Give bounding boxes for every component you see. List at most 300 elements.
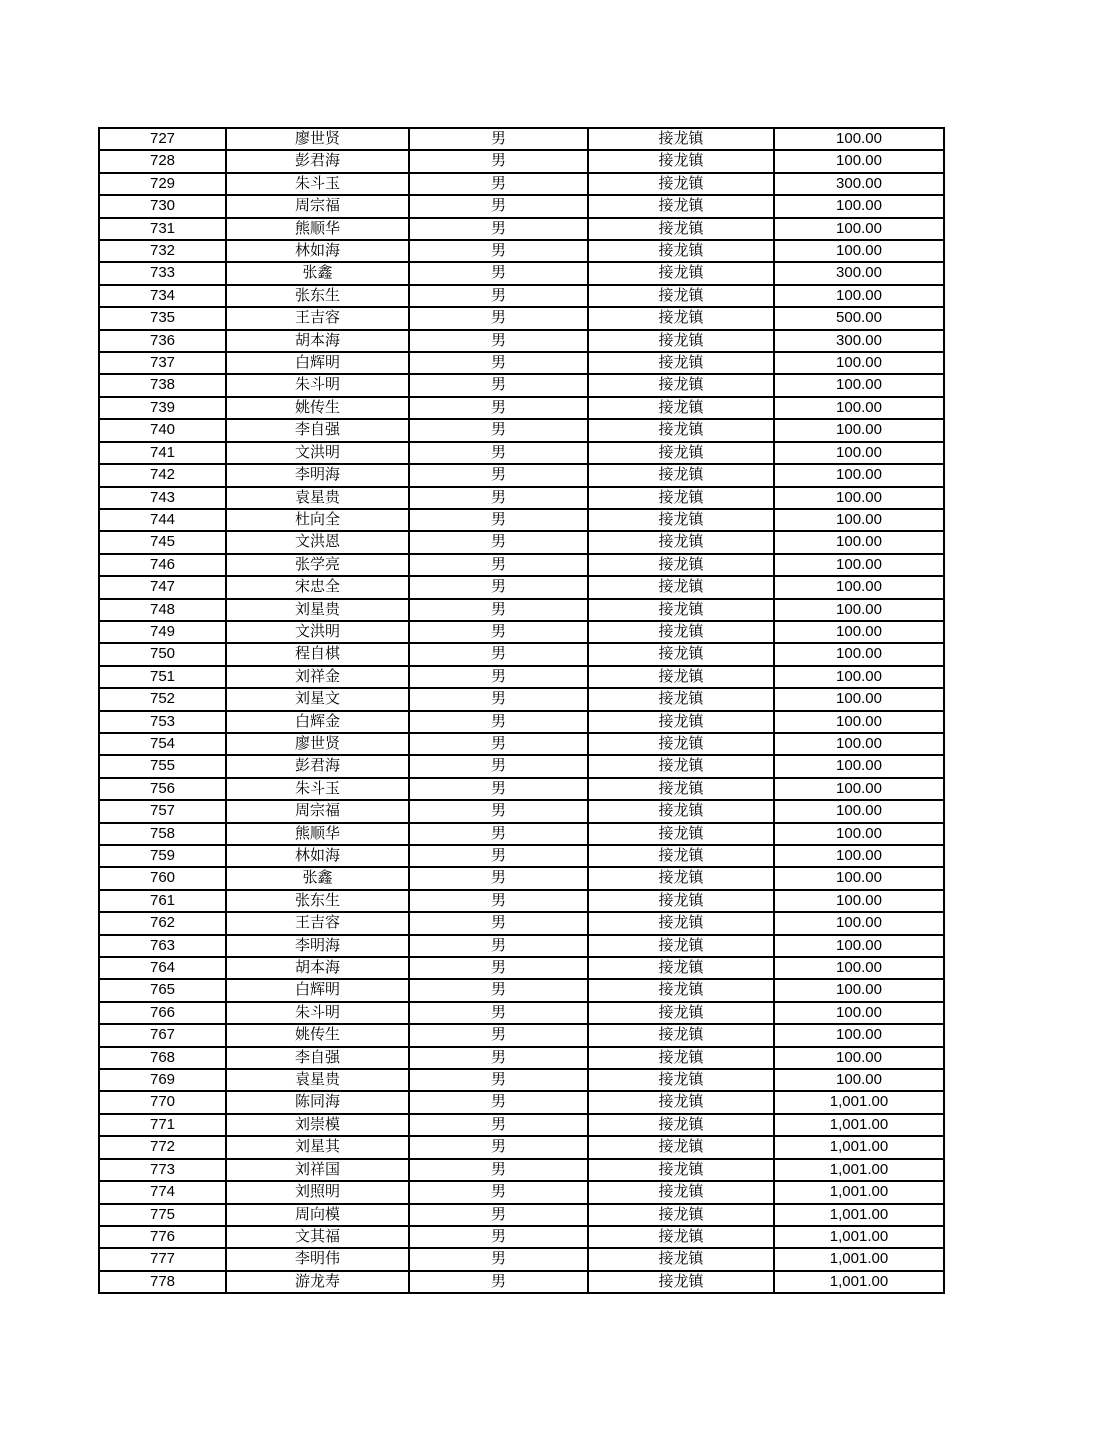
table-row [99,733,944,755]
cell-person-name: 杜向全 [226,509,409,531]
table-row [99,464,944,486]
cell-gender: 男 [409,800,588,822]
table-row [99,935,944,957]
table-row [99,1024,944,1046]
cell-serial-number: 743 [99,487,226,509]
cell-amount: 1,001.00 [774,1159,944,1181]
cell-gender: 男 [409,1091,588,1113]
cell-gender: 男 [409,890,588,912]
cell-amount: 100.00 [774,352,944,374]
cell-amount: 100.00 [774,666,944,688]
cell-gender: 男 [409,240,588,262]
cell-serial-number: 727 [99,128,226,150]
cell-amount: 100.00 [774,464,944,486]
table-row [99,621,944,643]
cell-gender: 男 [409,128,588,150]
cell-gender: 男 [409,711,588,733]
cell-serial-number: 736 [99,330,226,352]
cell-gender: 男 [409,554,588,576]
table-row [99,778,944,800]
cell-town: 接龙镇 [588,935,774,957]
cell-person-name: 胡本海 [226,957,409,979]
cell-amount: 100.00 [774,711,944,733]
cell-person-name: 白辉明 [226,352,409,374]
cell-serial-number: 775 [99,1204,226,1226]
cell-serial-number: 732 [99,240,226,262]
cell-person-name: 李明海 [226,935,409,957]
cell-serial-number: 750 [99,643,226,665]
cell-serial-number: 730 [99,195,226,217]
cell-person-name: 刘星文 [226,688,409,710]
cell-serial-number: 762 [99,912,226,934]
cell-amount: 100.00 [774,509,944,531]
table-row [99,599,944,621]
cell-serial-number: 729 [99,173,226,195]
table-row [99,576,944,598]
table-row [99,1159,944,1181]
table-row [99,867,944,889]
table-row [99,912,944,934]
cell-gender: 男 [409,867,588,889]
roster-table-body [99,128,944,1293]
cell-amount: 100.00 [774,419,944,441]
cell-person-name: 胡本海 [226,330,409,352]
cell-town: 接龙镇 [588,442,774,464]
table-row [99,957,944,979]
cell-amount: 100.00 [774,218,944,240]
cell-town: 接龙镇 [588,128,774,150]
cell-gender: 男 [409,442,588,464]
table-row [99,487,944,509]
cell-serial-number: 768 [99,1047,226,1069]
cell-person-name: 白辉明 [226,979,409,1001]
cell-serial-number: 742 [99,464,226,486]
table-row [99,419,944,441]
table-row [99,554,944,576]
cell-gender: 男 [409,912,588,934]
cell-gender: 男 [409,845,588,867]
cell-town: 接龙镇 [588,867,774,889]
table-row [99,1136,944,1158]
table-row [99,218,944,240]
cell-person-name: 朱斗玉 [226,778,409,800]
cell-amount: 1,001.00 [774,1181,944,1203]
cell-serial-number: 734 [99,285,226,307]
cell-person-name: 张学亮 [226,554,409,576]
cell-amount: 1,001.00 [774,1248,944,1270]
cell-serial-number: 741 [99,442,226,464]
cell-serial-number: 770 [99,1091,226,1113]
cell-town: 接龙镇 [588,733,774,755]
cell-serial-number: 745 [99,531,226,553]
cell-serial-number: 735 [99,307,226,329]
cell-town: 接龙镇 [588,554,774,576]
cell-town: 接龙镇 [588,1136,774,1158]
cell-gender: 男 [409,195,588,217]
cell-amount: 100.00 [774,195,944,217]
cell-person-name: 陈同海 [226,1091,409,1113]
cell-person-name: 宋忠全 [226,576,409,598]
table-row [99,1114,944,1136]
cell-gender: 男 [409,330,588,352]
cell-amount: 100.00 [774,1047,944,1069]
cell-gender: 男 [409,1002,588,1024]
table-row [99,800,944,822]
cell-town: 接龙镇 [588,1114,774,1136]
cell-amount: 300.00 [774,262,944,284]
cell-person-name: 周宗福 [226,195,409,217]
cell-town: 接龙镇 [588,419,774,441]
cell-serial-number: 763 [99,935,226,957]
cell-gender: 男 [409,307,588,329]
table-row [99,823,944,845]
cell-gender: 男 [409,1136,588,1158]
cell-town: 接龙镇 [588,397,774,419]
cell-amount: 100.00 [774,845,944,867]
cell-person-name: 王吉容 [226,307,409,329]
cell-amount: 100.00 [774,912,944,934]
cell-amount: 100.00 [774,374,944,396]
cell-person-name: 文洪明 [226,621,409,643]
cell-town: 接龙镇 [588,1069,774,1091]
cell-gender: 男 [409,755,588,777]
cell-amount: 100.00 [774,733,944,755]
cell-serial-number: 774 [99,1181,226,1203]
table-row [99,352,944,374]
cell-amount: 100.00 [774,1024,944,1046]
cell-town: 接龙镇 [588,957,774,979]
cell-serial-number: 752 [99,688,226,710]
cell-person-name: 朱斗玉 [226,173,409,195]
cell-person-name: 彭君海 [226,150,409,172]
cell-person-name: 张鑫 [226,262,409,284]
cell-person-name: 文其福 [226,1226,409,1248]
cell-town: 接龙镇 [588,240,774,262]
cell-person-name: 刘祥国 [226,1159,409,1181]
table-row [99,397,944,419]
cell-serial-number: 772 [99,1136,226,1158]
cell-town: 接龙镇 [588,576,774,598]
table-row [99,890,944,912]
cell-person-name: 朱斗明 [226,1002,409,1024]
cell-town: 接龙镇 [588,374,774,396]
cell-town: 接龙镇 [588,1248,774,1270]
cell-serial-number: 748 [99,599,226,621]
cell-person-name: 张鑫 [226,867,409,889]
cell-amount: 100.00 [774,576,944,598]
cell-gender: 男 [409,1204,588,1226]
cell-gender: 男 [409,1024,588,1046]
cell-person-name: 刘星其 [226,1136,409,1158]
cell-gender: 男 [409,464,588,486]
cell-town: 接龙镇 [588,218,774,240]
cell-amount: 100.00 [774,240,944,262]
cell-person-name: 李自强 [226,419,409,441]
cell-town: 接龙镇 [588,173,774,195]
cell-gender: 男 [409,531,588,553]
cell-person-name: 熊顺华 [226,218,409,240]
cell-person-name: 林如海 [226,845,409,867]
table-row [99,262,944,284]
cell-person-name: 刘照明 [226,1181,409,1203]
cell-town: 接龙镇 [588,464,774,486]
cell-town: 接龙镇 [588,307,774,329]
table-row [99,531,944,553]
cell-person-name: 林如海 [226,240,409,262]
cell-amount: 1,001.00 [774,1204,944,1226]
cell-town: 接龙镇 [588,262,774,284]
cell-amount: 100.00 [774,688,944,710]
cell-person-name: 周宗福 [226,800,409,822]
cell-amount: 100.00 [774,935,944,957]
cell-gender: 男 [409,262,588,284]
cell-person-name: 李明海 [226,464,409,486]
cell-amount: 300.00 [774,330,944,352]
cell-gender: 男 [409,1047,588,1069]
cell-town: 接龙镇 [588,890,774,912]
table-row [99,979,944,1001]
cell-serial-number: 731 [99,218,226,240]
cell-gender: 男 [409,173,588,195]
table-row [99,330,944,352]
cell-person-name: 张东生 [226,285,409,307]
cell-person-name: 刘祥金 [226,666,409,688]
table-row [99,285,944,307]
cell-serial-number: 746 [99,554,226,576]
table-row [99,1226,944,1248]
cell-person-name: 廖世贤 [226,128,409,150]
cell-town: 接龙镇 [588,352,774,374]
cell-town: 接龙镇 [588,285,774,307]
cell-serial-number: 761 [99,890,226,912]
table-row [99,1248,944,1270]
cell-person-name: 游龙寿 [226,1271,409,1293]
cell-town: 接龙镇 [588,330,774,352]
cell-amount: 100.00 [774,442,944,464]
cell-gender: 男 [409,666,588,688]
table-row [99,195,944,217]
cell-person-name: 李自强 [226,1047,409,1069]
cell-gender: 男 [409,1069,588,1091]
cell-amount: 100.00 [774,800,944,822]
cell-amount: 100.00 [774,890,944,912]
cell-serial-number: 739 [99,397,226,419]
cell-gender: 男 [409,621,588,643]
cell-gender: 男 [409,374,588,396]
cell-town: 接龙镇 [588,755,774,777]
cell-serial-number: 769 [99,1069,226,1091]
cell-serial-number: 744 [99,509,226,531]
cell-serial-number: 773 [99,1159,226,1181]
cell-amount: 100.00 [774,621,944,643]
cell-serial-number: 733 [99,262,226,284]
cell-gender: 男 [409,823,588,845]
cell-serial-number: 758 [99,823,226,845]
cell-amount: 100.00 [774,755,944,777]
cell-serial-number: 766 [99,1002,226,1024]
cell-serial-number: 747 [99,576,226,598]
cell-town: 接龙镇 [588,509,774,531]
cell-gender: 男 [409,1159,588,1181]
table-row [99,240,944,262]
cell-town: 接龙镇 [588,531,774,553]
cell-amount: 100.00 [774,867,944,889]
cell-person-name: 袁星贵 [226,487,409,509]
cell-serial-number: 776 [99,1226,226,1248]
cell-serial-number: 760 [99,867,226,889]
cell-town: 接龙镇 [588,979,774,1001]
cell-gender: 男 [409,397,588,419]
table-row [99,755,944,777]
cell-town: 接龙镇 [588,621,774,643]
cell-serial-number: 767 [99,1024,226,1046]
cell-amount: 300.00 [774,173,944,195]
cell-gender: 男 [409,599,588,621]
cell-gender: 男 [409,285,588,307]
cell-gender: 男 [409,487,588,509]
cell-town: 接龙镇 [588,599,774,621]
cell-town: 接龙镇 [588,1204,774,1226]
table-row [99,1069,944,1091]
cell-amount: 1,001.00 [774,1091,944,1113]
cell-gender: 男 [409,935,588,957]
table-row [99,307,944,329]
cell-amount: 1,001.00 [774,1271,944,1293]
table-row [99,128,944,150]
cell-amount: 100.00 [774,979,944,1001]
cell-person-name: 袁星贵 [226,1069,409,1091]
cell-town: 接龙镇 [588,643,774,665]
cell-gender: 男 [409,979,588,1001]
cell-amount: 100.00 [774,643,944,665]
table-row [99,374,944,396]
cell-amount: 100.00 [774,957,944,979]
cell-person-name: 朱斗明 [226,374,409,396]
table-row [99,1271,944,1293]
cell-gender: 男 [409,957,588,979]
cell-town: 接龙镇 [588,1024,774,1046]
table-row [99,1181,944,1203]
table-row [99,666,944,688]
cell-person-name: 白辉金 [226,711,409,733]
table-row [99,1002,944,1024]
cell-town: 接龙镇 [588,1181,774,1203]
cell-town: 接龙镇 [588,688,774,710]
cell-amount: 100.00 [774,554,944,576]
cell-town: 接龙镇 [588,845,774,867]
table-row [99,1047,944,1069]
cell-serial-number: 759 [99,845,226,867]
cell-gender: 男 [409,1226,588,1248]
cell-serial-number: 728 [99,150,226,172]
cell-gender: 男 [409,150,588,172]
cell-gender: 男 [409,733,588,755]
cell-person-name: 刘崇模 [226,1114,409,1136]
cell-town: 接龙镇 [588,711,774,733]
cell-serial-number: 764 [99,957,226,979]
cell-amount: 500.00 [774,307,944,329]
table-row [99,1204,944,1226]
cell-amount: 100.00 [774,1002,944,1024]
table-row [99,845,944,867]
table-row [99,1091,944,1113]
cell-town: 接龙镇 [588,1091,774,1113]
cell-person-name: 张东生 [226,890,409,912]
cell-town: 接龙镇 [588,1271,774,1293]
table-row [99,688,944,710]
cell-person-name: 周向模 [226,1204,409,1226]
cell-amount: 100.00 [774,397,944,419]
cell-gender: 男 [409,509,588,531]
cell-gender: 男 [409,1271,588,1293]
cell-serial-number: 757 [99,800,226,822]
cell-person-name: 姚传生 [226,1024,409,1046]
cell-amount: 1,001.00 [774,1226,944,1248]
cell-town: 接龙镇 [588,150,774,172]
cell-amount: 100.00 [774,778,944,800]
cell-gender: 男 [409,688,588,710]
cell-town: 接龙镇 [588,1002,774,1024]
cell-amount: 100.00 [774,150,944,172]
cell-town: 接龙镇 [588,487,774,509]
cell-amount: 100.00 [774,599,944,621]
cell-serial-number: 765 [99,979,226,1001]
cell-serial-number: 751 [99,666,226,688]
cell-town: 接龙镇 [588,823,774,845]
table-row [99,442,944,464]
cell-gender: 男 [409,643,588,665]
cell-gender: 男 [409,352,588,374]
cell-town: 接龙镇 [588,912,774,934]
cell-gender: 男 [409,1248,588,1270]
cell-gender: 男 [409,419,588,441]
cell-person-name: 廖世贤 [226,733,409,755]
cell-amount: 100.00 [774,128,944,150]
cell-person-name: 刘星贵 [226,599,409,621]
cell-town: 接龙镇 [588,778,774,800]
cell-person-name: 李明伟 [226,1248,409,1270]
cell-town: 接龙镇 [588,195,774,217]
cell-town: 接龙镇 [588,1226,774,1248]
cell-serial-number: 749 [99,621,226,643]
cell-serial-number: 755 [99,755,226,777]
cell-person-name: 王吉容 [226,912,409,934]
cell-town: 接龙镇 [588,800,774,822]
cell-person-name: 文洪明 [226,442,409,464]
table-row [99,150,944,172]
cell-serial-number: 740 [99,419,226,441]
table-row [99,173,944,195]
cell-town: 接龙镇 [588,666,774,688]
cell-serial-number: 738 [99,374,226,396]
cell-person-name: 彭君海 [226,755,409,777]
table-row [99,643,944,665]
cell-amount: 1,001.00 [774,1114,944,1136]
cell-gender: 男 [409,1114,588,1136]
cell-serial-number: 771 [99,1114,226,1136]
cell-person-name: 程自棋 [226,643,409,665]
cell-gender: 男 [409,1181,588,1203]
cell-amount: 100.00 [774,1069,944,1091]
cell-amount: 1,001.00 [774,1136,944,1158]
cell-town: 接龙镇 [588,1159,774,1181]
cell-amount: 100.00 [774,531,944,553]
table-row [99,711,944,733]
cell-person-name: 文洪恩 [226,531,409,553]
cell-gender: 男 [409,778,588,800]
cell-person-name: 姚传生 [226,397,409,419]
cell-gender: 男 [409,576,588,598]
